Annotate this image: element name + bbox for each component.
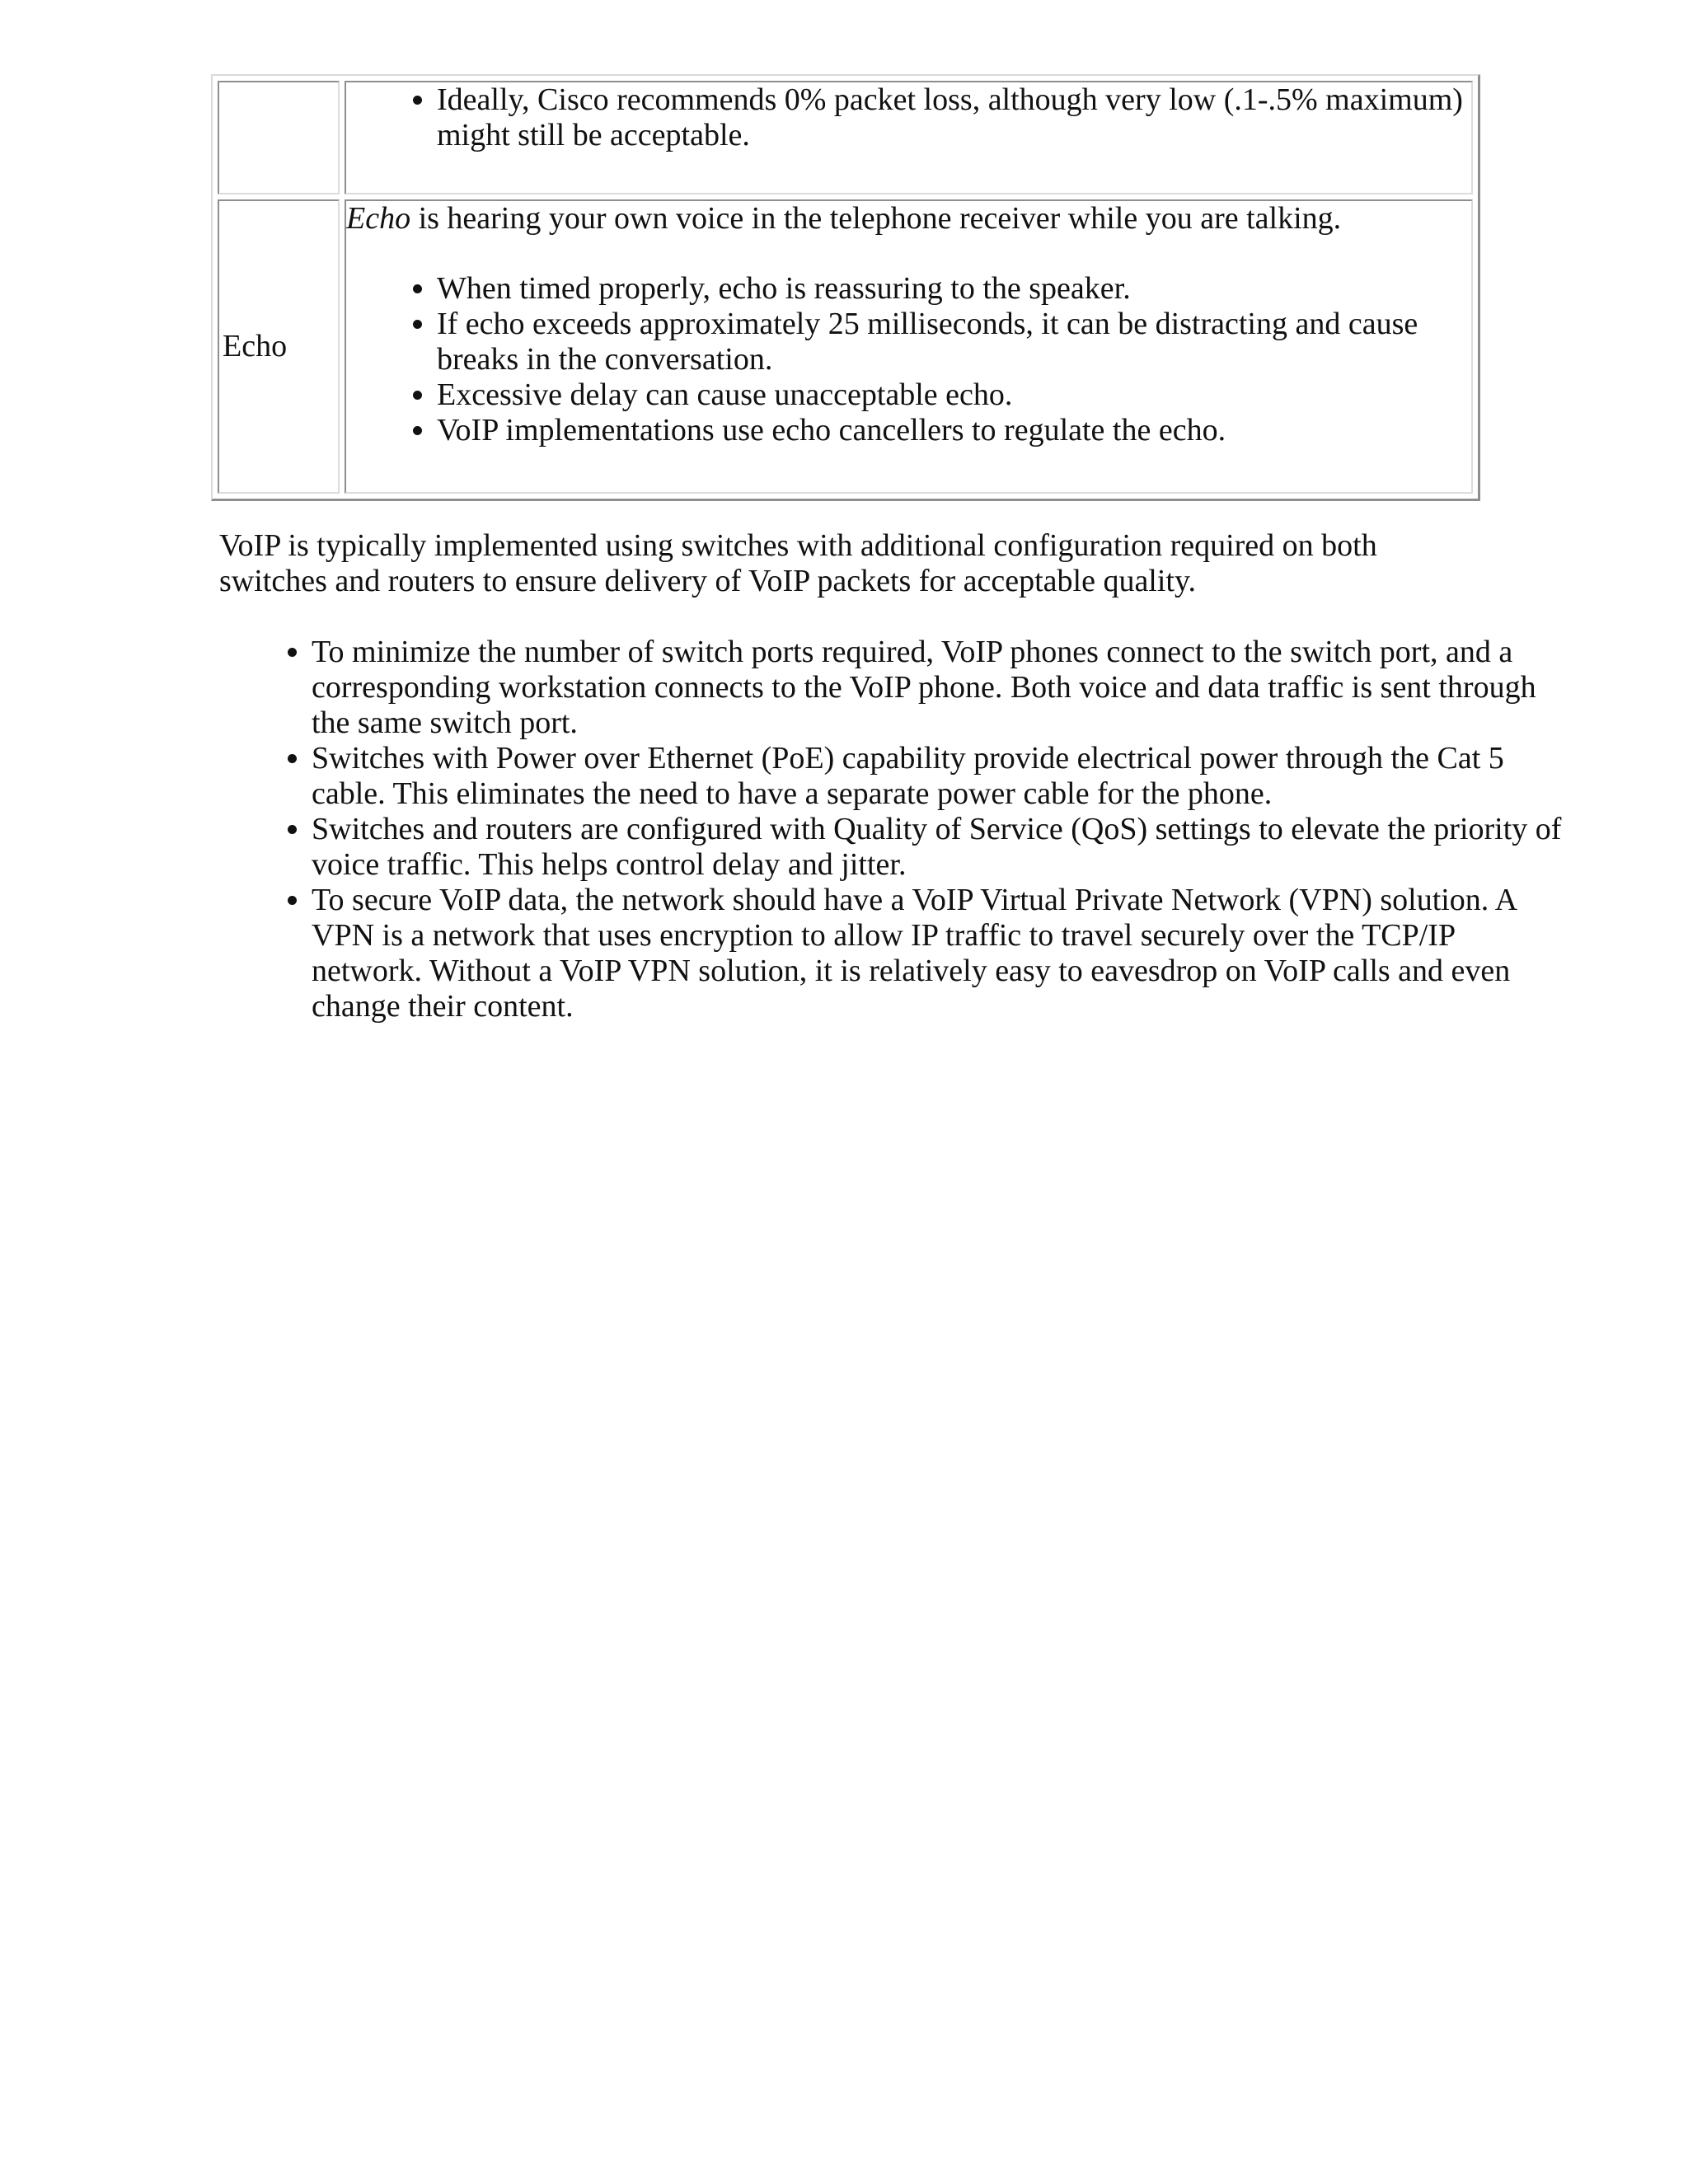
echo-term: Echo bbox=[346, 201, 411, 236]
list-item: • When timed properly, echo is reassuring to the speaker. bbox=[437, 271, 1471, 307]
echo-definition bbox=[346, 201, 1471, 237]
voice-quality-table bbox=[211, 74, 1480, 501]
list-item: • To minimize the number of switch ports required, VoIP phones connect to the switch port, and a corresponding workstation connects to the VoIP phone. Both voice and data traffic is sent through the same switch port. bbox=[312, 635, 1564, 741]
list-item: • Switches and routers are configured with Quality of Service (QoS) settings to elevate the priority of voice traffic. This helps control delay and jitter. bbox=[312, 812, 1564, 883]
list-item: • Ideally, Cisco recommends 0% packet loss, although very low (.1-.5% maximum) might still be acceptable. bbox=[437, 82, 1471, 153]
voip-implementation-list bbox=[219, 635, 1564, 1024]
row-content-cell bbox=[345, 199, 1473, 494]
row-bullet-list bbox=[346, 82, 1471, 153]
row-content-cell bbox=[345, 81, 1473, 194]
table-row bbox=[218, 81, 1473, 194]
table-row bbox=[218, 199, 1473, 494]
row-label-cell bbox=[218, 81, 340, 194]
list-item: • Switches with Power over Ethernet (PoE) capability provide electrical power through the Cat 5 cable. This eliminates the need to have a separate power cable for the phone. bbox=[312, 741, 1564, 812]
row-bullet-list bbox=[346, 271, 1471, 448]
list-item: • Excessive delay can cause unacceptable echo. bbox=[437, 377, 1471, 413]
row-label-cell: Echo bbox=[218, 199, 340, 494]
list-item: • If echo exceeds approximately 25 milliseconds, it can be distracting and cause breaks in the conversation. bbox=[437, 307, 1471, 377]
echo-definition-text: is hearing your own voice in the telephone receiver while you are talking. bbox=[410, 201, 1342, 236]
voip-implementation-paragraph: VoIP is typically implemented using switches with additional configuration required on both switches and routers to ensure delivery of VoIP packets for acceptable quality. bbox=[219, 528, 1377, 598]
list-item: • VoIP implementations use echo cancellers to regulate the echo. bbox=[437, 413, 1471, 448]
list-item: • To secure VoIP data, the network should have a VoIP Virtual Private Network (VPN) solution. A VPN is a network that uses encryption to allow IP traffic to travel securely over the TCP/IP network. Without a VoIP VPN solution, it is relatively easy to eavesdrop on VoIP calls and even change their content. bbox=[312, 883, 1564, 1024]
